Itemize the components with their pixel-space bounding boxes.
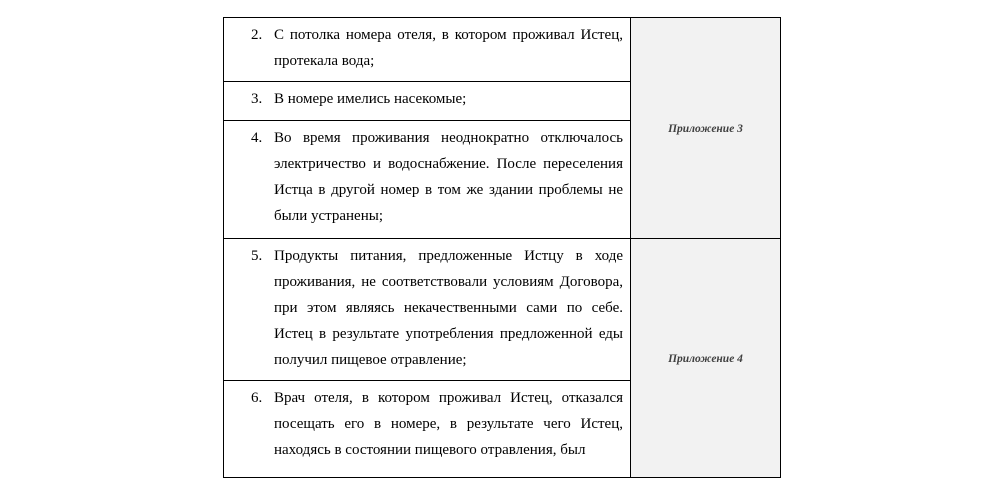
item-number: 5. (251, 248, 263, 264)
item-text: С потолка номера отеля, в котором проживал Истец, протекала вода; (274, 27, 623, 69)
claims-table (223, 17, 781, 478)
claim-item-6 (224, 381, 630, 470)
attachment-cell-4 (631, 239, 781, 478)
item-number: 6. (251, 390, 263, 406)
item-number: 2. (251, 27, 263, 43)
item-text: Врач отеля, в котором проживал Истец, отказался посещать его в номере, в результате чего Истец, находясь в состоянии пищевого отравления, был (274, 390, 623, 458)
table-row (224, 18, 781, 82)
claim-cell (224, 121, 631, 239)
attachment-cell-3 (631, 18, 781, 239)
table-row (224, 239, 781, 381)
item-text: В номере имелись насекомые; (274, 91, 467, 107)
claim-item-2 (224, 18, 630, 81)
claim-cell (224, 82, 631, 121)
item-text: Во время проживания неоднократно отключалось электричество и водоснабжение. После переселения Истца в другой номер в том же здании проблемы не были устранены; (274, 130, 623, 224)
attachment-label: Приложение 3 (668, 123, 743, 135)
item-number: 3. (251, 91, 263, 107)
claim-cell (224, 239, 631, 381)
claim-cell (224, 18, 631, 82)
claim-item-3 (224, 82, 630, 119)
claim-cell (224, 381, 631, 478)
item-number: 4. (251, 130, 263, 146)
claim-item-4 (224, 121, 630, 236)
item-text: Продукты питания, предложенные Истцу в ходе проживания, не соответствовали условиям Договора, при этом являясь некачественными сами по себе. Истец в результате употребления предложенной еды получил пищевое отравление; (274, 248, 623, 368)
claim-item-5 (224, 239, 630, 380)
attachment-label: Приложение 4 (668, 353, 743, 365)
